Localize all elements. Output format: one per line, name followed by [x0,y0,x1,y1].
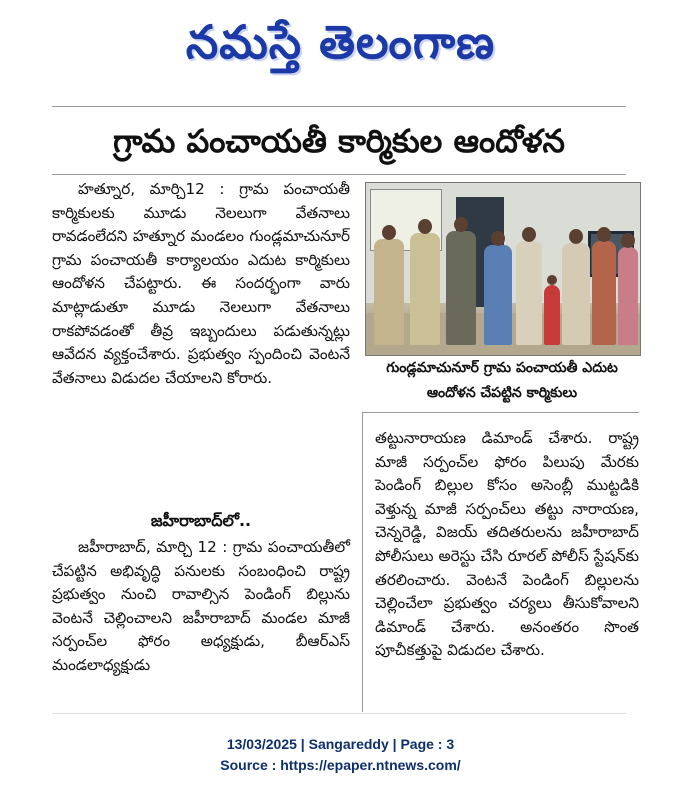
photo-caption [365,356,639,408]
subhead: జహీరాబాద్‌లో.. [150,511,252,530]
photo-person [410,233,440,345]
bottom-rule [52,713,626,714]
headline: గ్రామ పంచాయతీ కార్మికుల ఆందోళన [113,122,565,160]
article-column-3 [375,427,639,663]
article-paragraph-2-left: జహీరాబాద్, మార్చి 12 : గ్రామ పంచాయతీలో చేపట్టిన అభివృద్ధి పనులకు సంబంధించి రాష్ట్ర ప్రభుత్వం నుంచి రావాల్సిన పెండింగ్ బిల్లును వెంటనే చెల్లించాలని జహీరాబాద్ మండల మాజీ సర్పంచ్‌ల ఫోరం అధ్యక్షుడు, బీఆర్ఎస్ మండలాధ్యక్షుడు [52,538,350,674]
photo-person [618,247,638,345]
footer-source-line: Source : https://epaper.ntnews.com/ [220,757,461,773]
photo-person [592,241,616,345]
photo-person [446,231,476,345]
footer [0,734,681,776]
photo-person [484,245,512,345]
masthead-logo: నమస్తే తెలంగాణ [185,15,496,69]
photo-caption-line-2: ఆందోళన చేపట్టిన కార్మికులు [426,385,578,401]
headline-rule [52,174,626,175]
photo-caption-line-1: గుండ్లమాచునూర్ గ్రామ పంచాయతీ ఎదుట [386,360,618,376]
column-vertical-rule [362,412,363,712]
footer-date-line: 13/03/2025 | Sangareddy | Page : 3 [226,736,455,752]
photo [365,182,641,356]
photo-person [516,241,542,345]
article-column-1 [52,178,350,390]
column-horizontal-rule [362,412,639,413]
photo-person [374,239,404,345]
article-paragraph-2-right: తట్టునారాయణ డిమాండ్ చేశారు. రాష్ట్ర మాజీ సర్పంచ్‌ల ఫోరం పిలుపు మేరకు పెండింగ్ బిల్లుల కోసం అసెంబ్లీ ముట్టడికి వెళ్తున్న మాజీ సర్పంచ్‌లు తట్టు నారాయణ, చెన్నరెడ్డి, విజయ్ తదితరులను జహీరాబాద్ పోలీసులు అరెస్టు చేసి రూరల్ పోలీస్ స్టేషన్‌కు తరలించారు. వెంటనే పెండింగ్ బిల్లులను చెల్లించేలా ప్రభుత్వం చర్యలు తీసుకోవాలని డిమాండ్ చేశారు. అనంతరం సొంత పూచీకత్తుపై విడుదల చేశారు. [375,429,639,660]
article-column-2 [52,536,350,678]
article-paragraph-1: హత్నూర, మార్చి12 : గ్రామ పంచాయతీ కార్మికులకు మూడు నెలలుగా వేతనాలు రావడంలేదని హత్నూర మండలం గుండ్లమాచునూర్ గ్రామ పంచాయతీ కార్యాలయం ఎదుట కార్మికులు ఆందోళన చేపట్టారు. ఈ సందర్భంగా వారు మాట్లాడుతూ మూడు నెలలుగా వేతనాలు రాకపోవడంతో తీవ్ర ఇబ్బందులు పడుతున్నట్లు ఆవేదన వ్యక్తంచేశారు. ప్రభుత్వం స్పందించి వెంటనే వేతనాలు విడుదల చేయాలని కోరారు. [52,180,350,387]
top-rule [52,106,626,107]
photo-person [544,285,560,345]
photo-person [562,243,590,345]
